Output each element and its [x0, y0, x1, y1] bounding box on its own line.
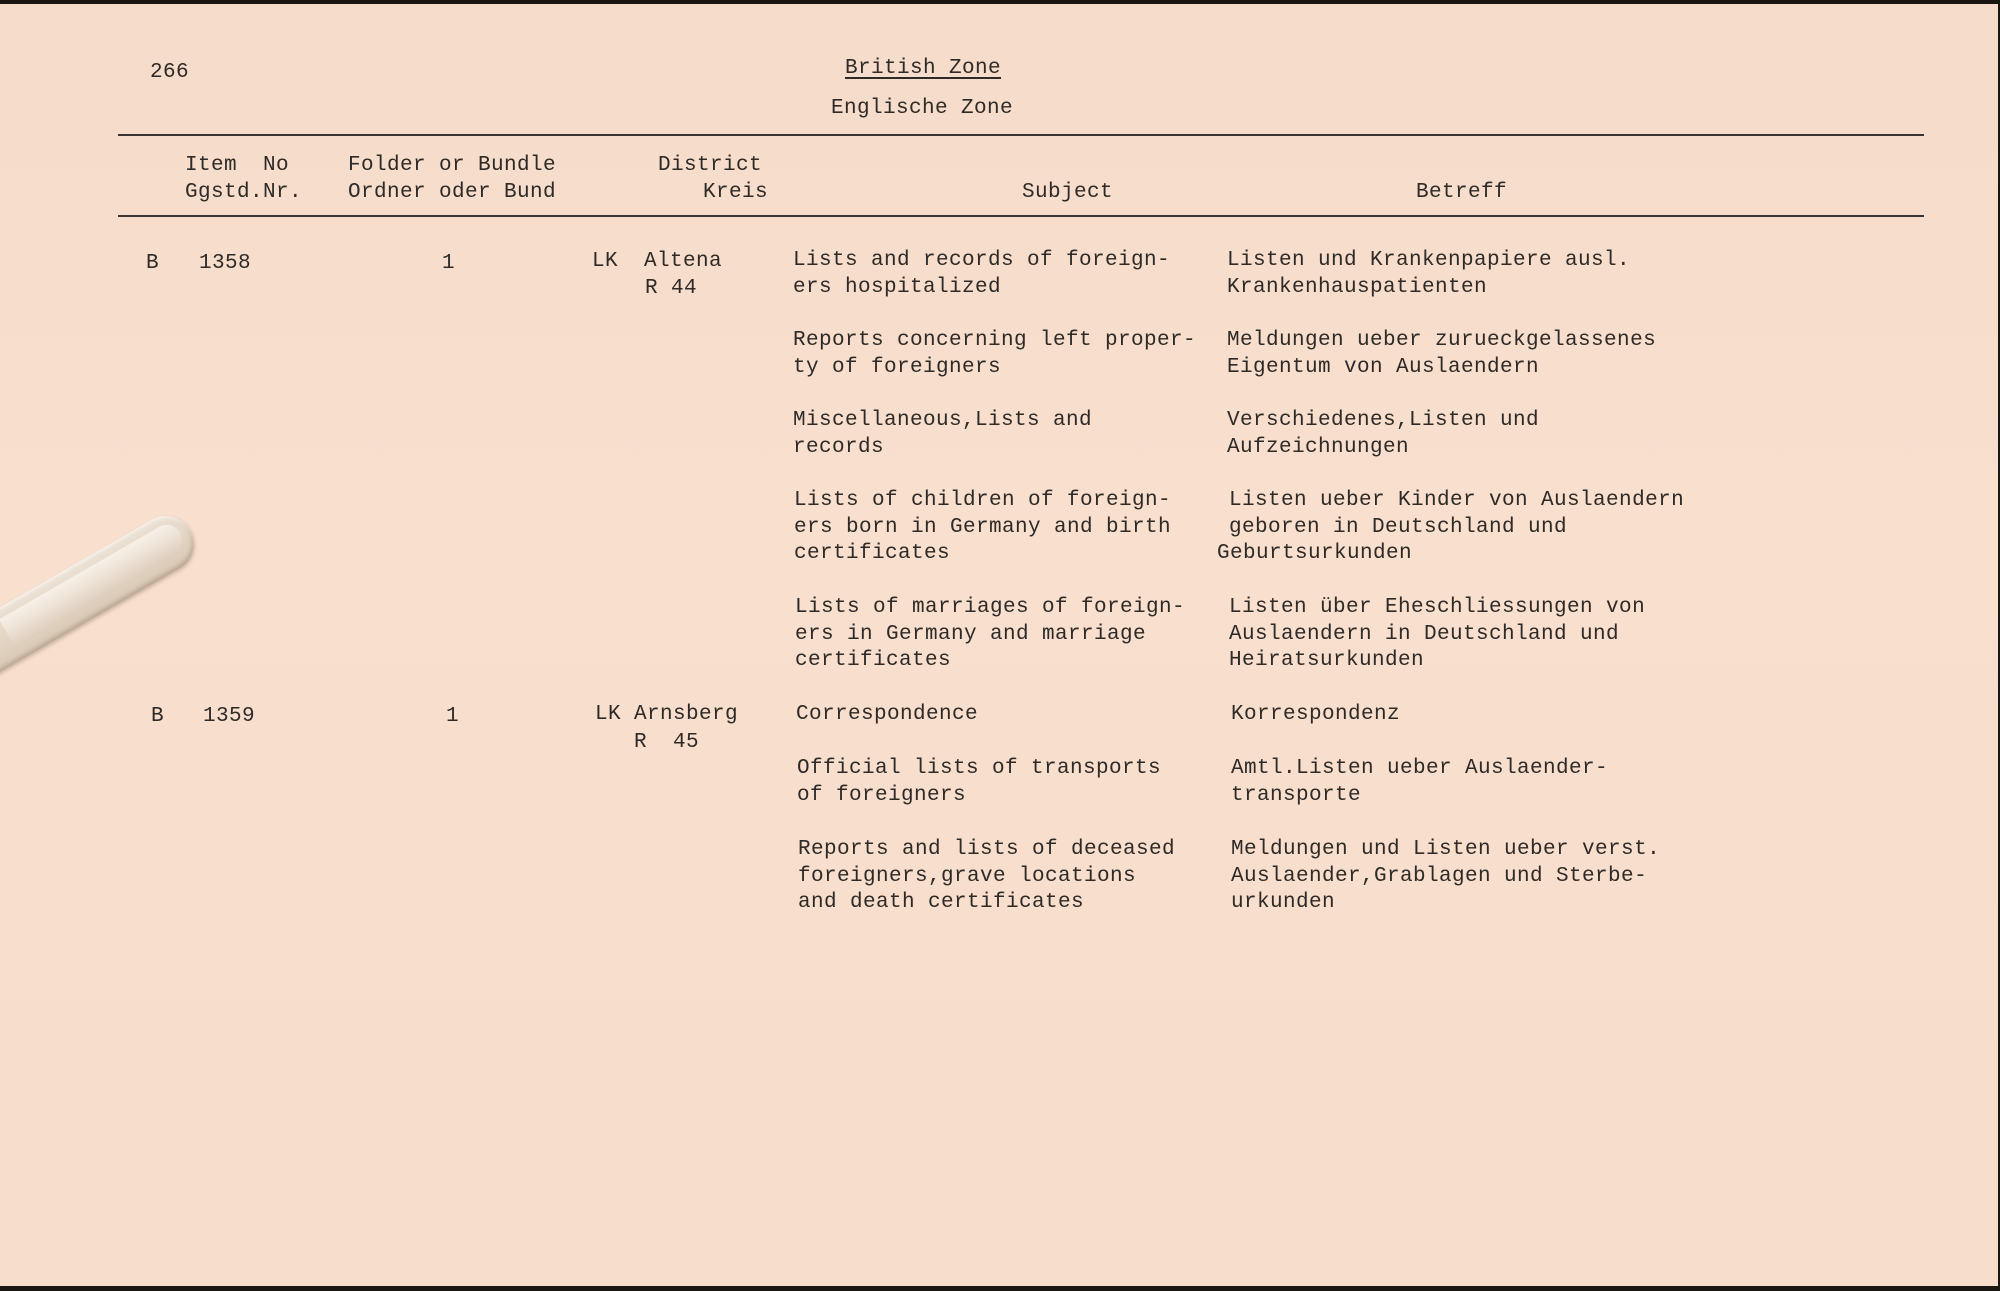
subject-line: Correspondence: [796, 703, 979, 726]
column-header-district: [658, 153, 768, 206]
subject-line: and death certificates: [798, 891, 1085, 914]
betreff-line: Listen über Eheschliessungen von: [1229, 596, 1646, 619]
subject-line: Lists and records of foreign-: [793, 249, 1171, 272]
subject-line: Reports concerning left proper-: [793, 329, 1197, 352]
subject-line: ers in Germany and marriage: [795, 622, 1147, 646]
header-rule-bottom: [118, 215, 1924, 217]
column-header-item: [185, 153, 302, 206]
page-title: British Zone: [845, 57, 1002, 80]
betreff-line: Aufzeichnungen: [1227, 435, 1410, 459]
subject-line: ty of foreigners: [793, 355, 1002, 379]
column-header-district-line2: Kreis: [702, 180, 768, 204]
record-item-number: 1359: [203, 705, 256, 728]
betreff-line: Heiratsurkunden: [1229, 649, 1425, 672]
record-betreff-entry: [1231, 702, 1400, 729]
record-prefix: B: [151, 705, 165, 728]
record-betreff-entry: [1227, 408, 1539, 461]
subject-line: Miscellaneous,Lists and: [793, 409, 1093, 432]
column-header-folder-line2: Ordner oder Bund: [348, 180, 557, 204]
record-betreff-entry: [1231, 756, 1608, 809]
betreff-line: Meldungen und Listen ueber verst.: [1231, 838, 1661, 861]
record-folder: 1: [442, 252, 456, 275]
record-prefix: B: [146, 252, 160, 275]
record-betreff-entry: [1229, 595, 1645, 675]
pointer-object: [0, 506, 204, 679]
subject-line: Reports and lists of deceased: [798, 838, 1176, 861]
betreff-line: Amtl.Listen ueber Auslaender-: [1231, 757, 1609, 780]
betreff-line: Listen ueber Kinder von Auslaendern: [1229, 489, 1685, 512]
subject-line: of foreigners: [797, 783, 967, 807]
betreff-line: Verschiedenes,Listen und: [1227, 409, 1540, 432]
subject-line: Official lists of transports: [797, 757, 1162, 780]
betreff-line: geboren in Deutschland und: [1229, 515, 1568, 539]
subject-line: ers born in Germany and birth: [794, 515, 1172, 539]
record-district-ref: R 45: [634, 731, 700, 754]
column-header-folder: [348, 153, 556, 206]
record-betreff-entry: [1227, 328, 1656, 381]
header-rule-top: [118, 134, 1924, 136]
record-subject-entry: [797, 756, 1161, 809]
betreff-line: Geburtsurkunden: [1217, 542, 1413, 565]
column-header-item-line2: Ggstd.Nr.: [185, 180, 303, 204]
page-subtitle: Englische Zone: [831, 97, 1014, 120]
page-number: 266: [150, 61, 190, 84]
record-betreff-entry: [1227, 248, 1630, 301]
record-subject-entry: [794, 488, 1171, 568]
betreff-line: Auslaendern in Deutschland und: [1229, 622, 1620, 646]
column-header-betreff: Betreff: [1416, 181, 1508, 204]
record-district-ref: R 44: [645, 277, 698, 300]
subject-line: certificates: [794, 542, 951, 565]
pointer-highlight: [0, 519, 187, 645]
subject-line: ers hospitalized: [793, 275, 1002, 299]
column-header-folder-line1: Folder or Bundle: [348, 154, 557, 177]
document-page: [0, 4, 1998, 1286]
column-header-subject: Subject: [1022, 181, 1114, 204]
column-header-district-line1: District: [658, 154, 763, 177]
subject-line: Lists of marriages of foreign-: [795, 596, 1186, 619]
record-subject-entry: [796, 702, 978, 729]
record-subject-entry: [793, 328, 1196, 381]
subject-line: records: [793, 435, 885, 459]
record-subject-entry: [793, 248, 1170, 301]
column-header-item-line1: Item No: [185, 154, 290, 177]
betreff-line: Krankenhauspatienten: [1227, 275, 1488, 299]
subject-line: certificates: [795, 649, 952, 672]
betreff-line: Listen und Krankenpapiere ausl.: [1227, 249, 1631, 272]
record-district: LK Altena: [592, 250, 723, 273]
record-item-number: 1358: [199, 252, 252, 275]
betreff-line: urkunden: [1231, 891, 1336, 914]
subject-line: Lists of children of foreign-: [794, 489, 1172, 512]
betreff-line: Eigentum von Auslaendern: [1227, 355, 1540, 379]
subject-line: foreigners,grave locations: [798, 864, 1137, 888]
record-betreff-entry: [1231, 837, 1660, 917]
record-subject-entry: [793, 408, 1092, 461]
record-district: LK Arnsberg: [595, 703, 739, 726]
betreff-line: Auslaender,Grablagen und Sterbe-: [1231, 864, 1648, 888]
record-subject-entry: [795, 595, 1185, 675]
record-subject-entry: [798, 837, 1175, 917]
betreff-line: transporte: [1231, 783, 1362, 807]
betreff-line: Meldungen ueber zurueckgelassenes: [1227, 329, 1657, 352]
betreff-line: Korrespondenz: [1231, 703, 1401, 726]
record-folder: 1: [446, 705, 460, 728]
record-betreff-entry: [1217, 488, 1685, 568]
